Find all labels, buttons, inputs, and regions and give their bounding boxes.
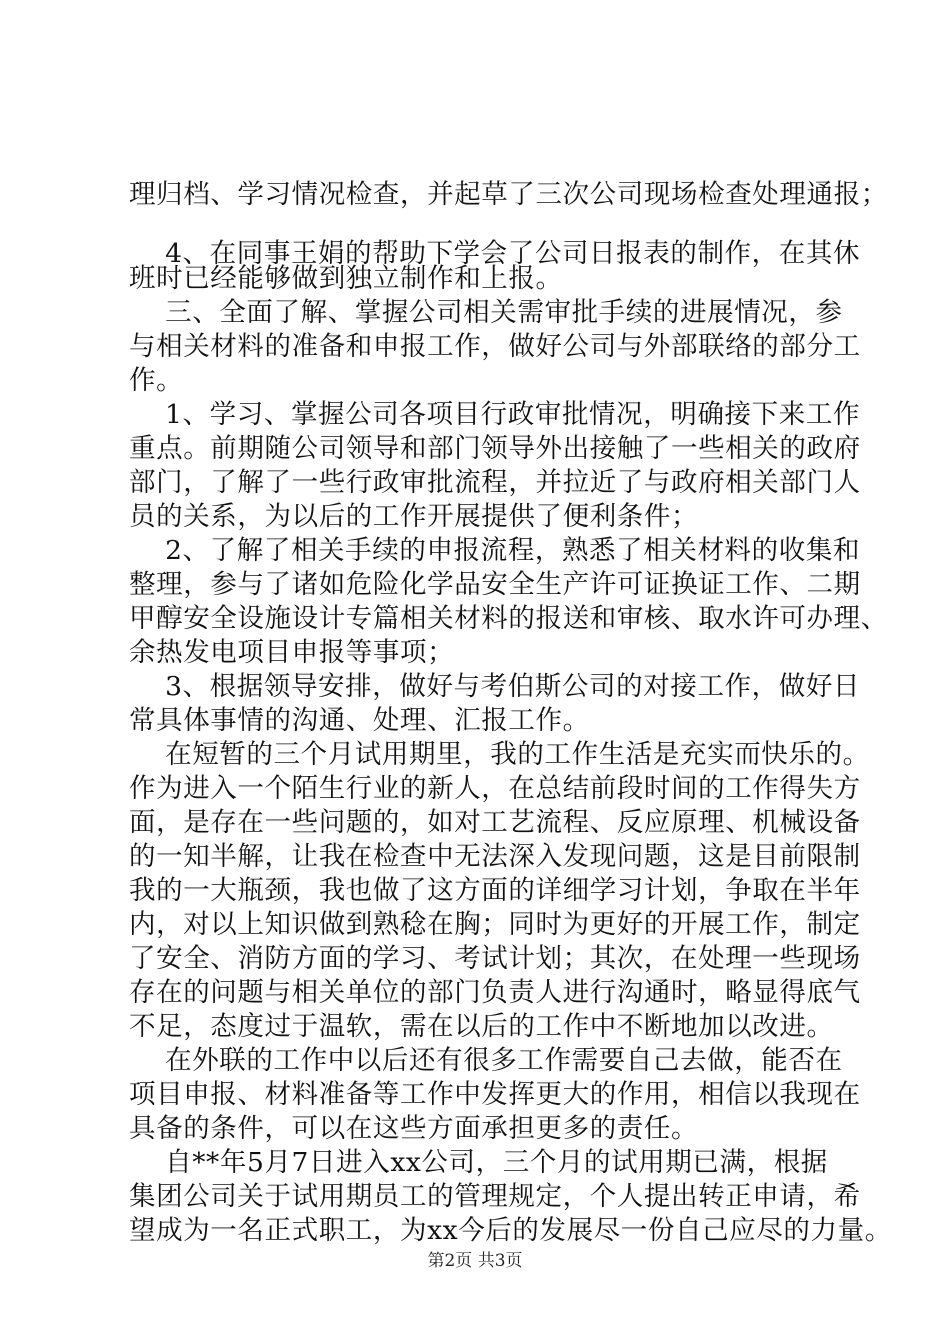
- text-line: 3、根据领导安排，做好与考伯斯公司的对接工作，做好日: [129, 671, 861, 702]
- text-line: 常具体事情的沟通、处理、汇报工作。: [129, 705, 590, 736]
- text-line: 整理，参与了诸如危险化学品安全生产许可证换证工作、二期: [129, 569, 861, 600]
- text-line: 自**年5月7日进入xx公司，三个月的试用期已满，根据: [129, 1147, 828, 1178]
- text-line: 不足，态度过于温软，需在以后的工作中不断地加以改进。: [129, 1011, 834, 1042]
- text-line: 的一知半解，让我在检查中无法深入发现问题，这是目前限制: [129, 841, 861, 872]
- text-line: 作。: [129, 365, 184, 396]
- text-line: 与相关材料的准备和申报工作，做好公司与外部联络的部分工: [129, 331, 861, 362]
- text-line: 甲醇安全设施设计专篇相关材料的报送和审核、取水许可办理、: [129, 603, 888, 634]
- text-line: 三、全面了解、掌握公司相关需审批手续的进展情况，参: [129, 297, 843, 328]
- text-line: 作为进入一个陌生行业的新人，在总结前段时间的工作得失方: [129, 773, 861, 804]
- text-line: 具备的条件，可以在这些方面承担更多的责任。: [129, 1113, 699, 1144]
- text-line: 望成为一名正式职工，为xx今后的发展尽一份自己应尽的力量。: [129, 1215, 892, 1246]
- text-line: 存在的问题与相关单位的部门负责人进行沟通时，略显得底气: [129, 977, 861, 1008]
- text-line: 班时已经能够做到独立制作和上报。: [129, 263, 563, 294]
- text-line: 员的关系，为以后的工作开展提供了便利条件；: [129, 501, 699, 532]
- page-number: 第2页 共3页: [427, 1251, 523, 1271]
- text-line: 4、在同事王娟的帮助下学会了公司日报表的制作，在其休: [129, 238, 861, 269]
- text-line: 了安全、消防方面的学习、考试计划；其次，在处理一些现场: [129, 943, 861, 974]
- text-line: 在外联的工作中以后还有很多工作需要自己去做，能否在: [129, 1045, 843, 1076]
- text-line: 内，对以上知识做到熟稔在胸；同时为更好的开展工作，制定: [129, 909, 861, 940]
- text-line: 在短暂的三个月试用期里，我的工作生活是充实而快乐的。: [129, 739, 870, 770]
- text-line: 集团公司关于试用期员工的管理规定，个人提出转正申请，希: [129, 1181, 861, 1212]
- text-line: 余热发电项目申报等事项；: [129, 637, 455, 668]
- text-line: 重点。前期随公司领导和部门领导外出接触了一些相关的政府: [129, 433, 861, 464]
- text-line: 1、学习、掌握公司各项目行政审批情况，明确接下来工作: [129, 399, 861, 430]
- text-line: 部门，了解了一些行政审批流程，并拉近了与政府相关部门人: [129, 467, 861, 498]
- text-line: 项目申报、材料准备等工作中发挥更大的作用，相信以我现在: [129, 1079, 861, 1110]
- text-line: 我的一大瓶颈，我也做了这方面的详细学习计划，争取在半年: [129, 875, 861, 906]
- text-line: 2、了解了相关手续的申报流程，熟悉了相关材料的收集和: [129, 535, 861, 566]
- text-line: 理归档、学习情况检查，并起草了三次公司现场检查处理通报；: [129, 179, 888, 210]
- text-line: 面，是存在一些问题的，如对工艺流程、反应原理、机械设备: [129, 807, 861, 838]
